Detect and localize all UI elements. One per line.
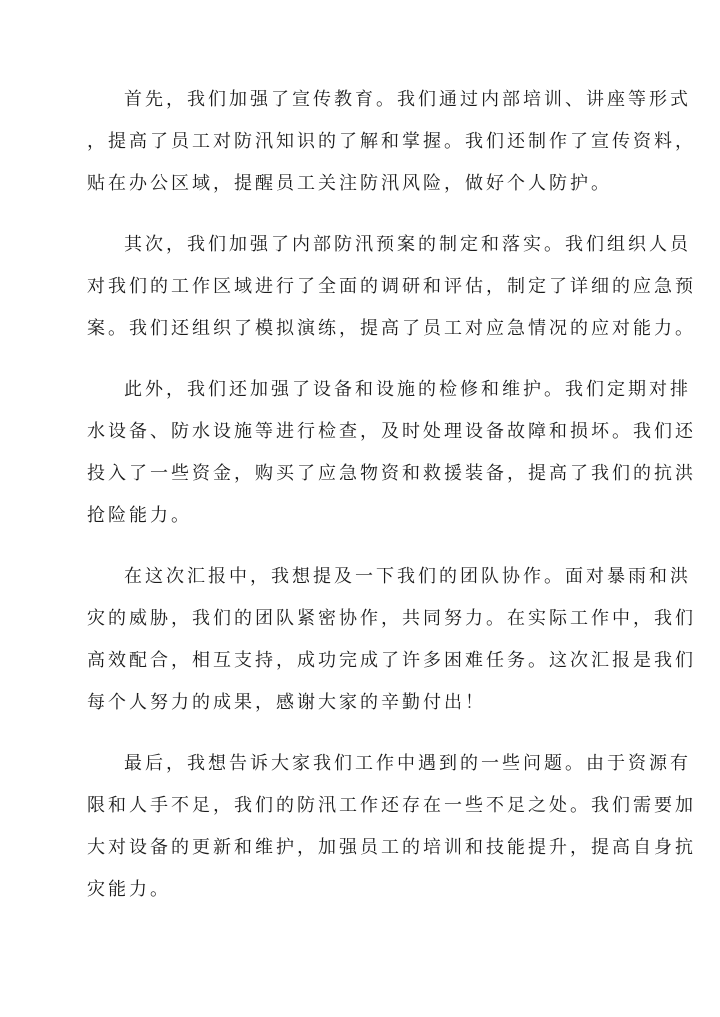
paragraph-line: 高效配合，相互支持，成功完成了许多困难任务。这次汇报是我们 [87, 650, 696, 671]
paragraph-line: 贴在办公区域，提醒员工关注防汛风险，做好个人防护。 [87, 173, 612, 194]
paragraph-publicity-education [87, 79, 696, 205]
paragraph-line: 灾的威胁，我们的团队紧密协作，共同努力。在实际工作中，我们 [87, 608, 696, 629]
paragraph-line: ，提高了员工对防汛知识的了解和掌握。我们还制作了宣传资料， [87, 131, 696, 152]
paragraph-emergency-plan [87, 224, 696, 350]
paragraph-line: 大对设备的更新和维护，加强员工的培训和技能提升，提高自身抗 [87, 837, 696, 858]
paragraph-line: 水设备、防水设施等进行检查，及时处理设备故障和损坏。我们还 [87, 421, 696, 442]
paragraph-line: 最后，我想告诉大家我们工作中遇到的一些问题。由于资源有 [124, 753, 691, 774]
paragraph-line: 首先，我们加强了宣传教育。我们通过内部培训、讲座等形式 [124, 89, 691, 110]
paragraph-teamwork [87, 556, 696, 724]
paragraph-line: 对我们的工作区域进行了全面的调研和评估，制定了详细的应急预 [87, 276, 696, 297]
paragraph-problems [87, 743, 696, 911]
paragraph-equipment-maintenance [87, 369, 696, 537]
paragraph-line: 灾能力。 [87, 879, 171, 900]
paragraph-line: 案。我们还组织了模拟演练，提高了员工对应急情况的应对能力。 [87, 318, 696, 339]
paragraph-line: 投入了一些资金，购买了应急物资和救援装备，提高了我们的抗洪 [87, 463, 696, 484]
paragraph-line: 每个人努力的成果，感谢大家的辛勤付出！ [87, 692, 486, 713]
paragraph-line: 其次，我们加强了内部防汛预案的制定和落实。我们组织人员 [124, 234, 691, 255]
paragraph-line: 抢险能力。 [87, 505, 192, 526]
paragraph-line: 在这次汇报中，我想提及一下我们的团队协作。面对暴雨和洪 [124, 566, 691, 587]
paragraph-line: 限和人手不足，我们的防汛工作还存在一些不足之处。我们需要加 [87, 795, 696, 816]
paragraph-line: 此外，我们还加强了设备和设施的检修和维护。我们定期对排 [124, 379, 691, 400]
